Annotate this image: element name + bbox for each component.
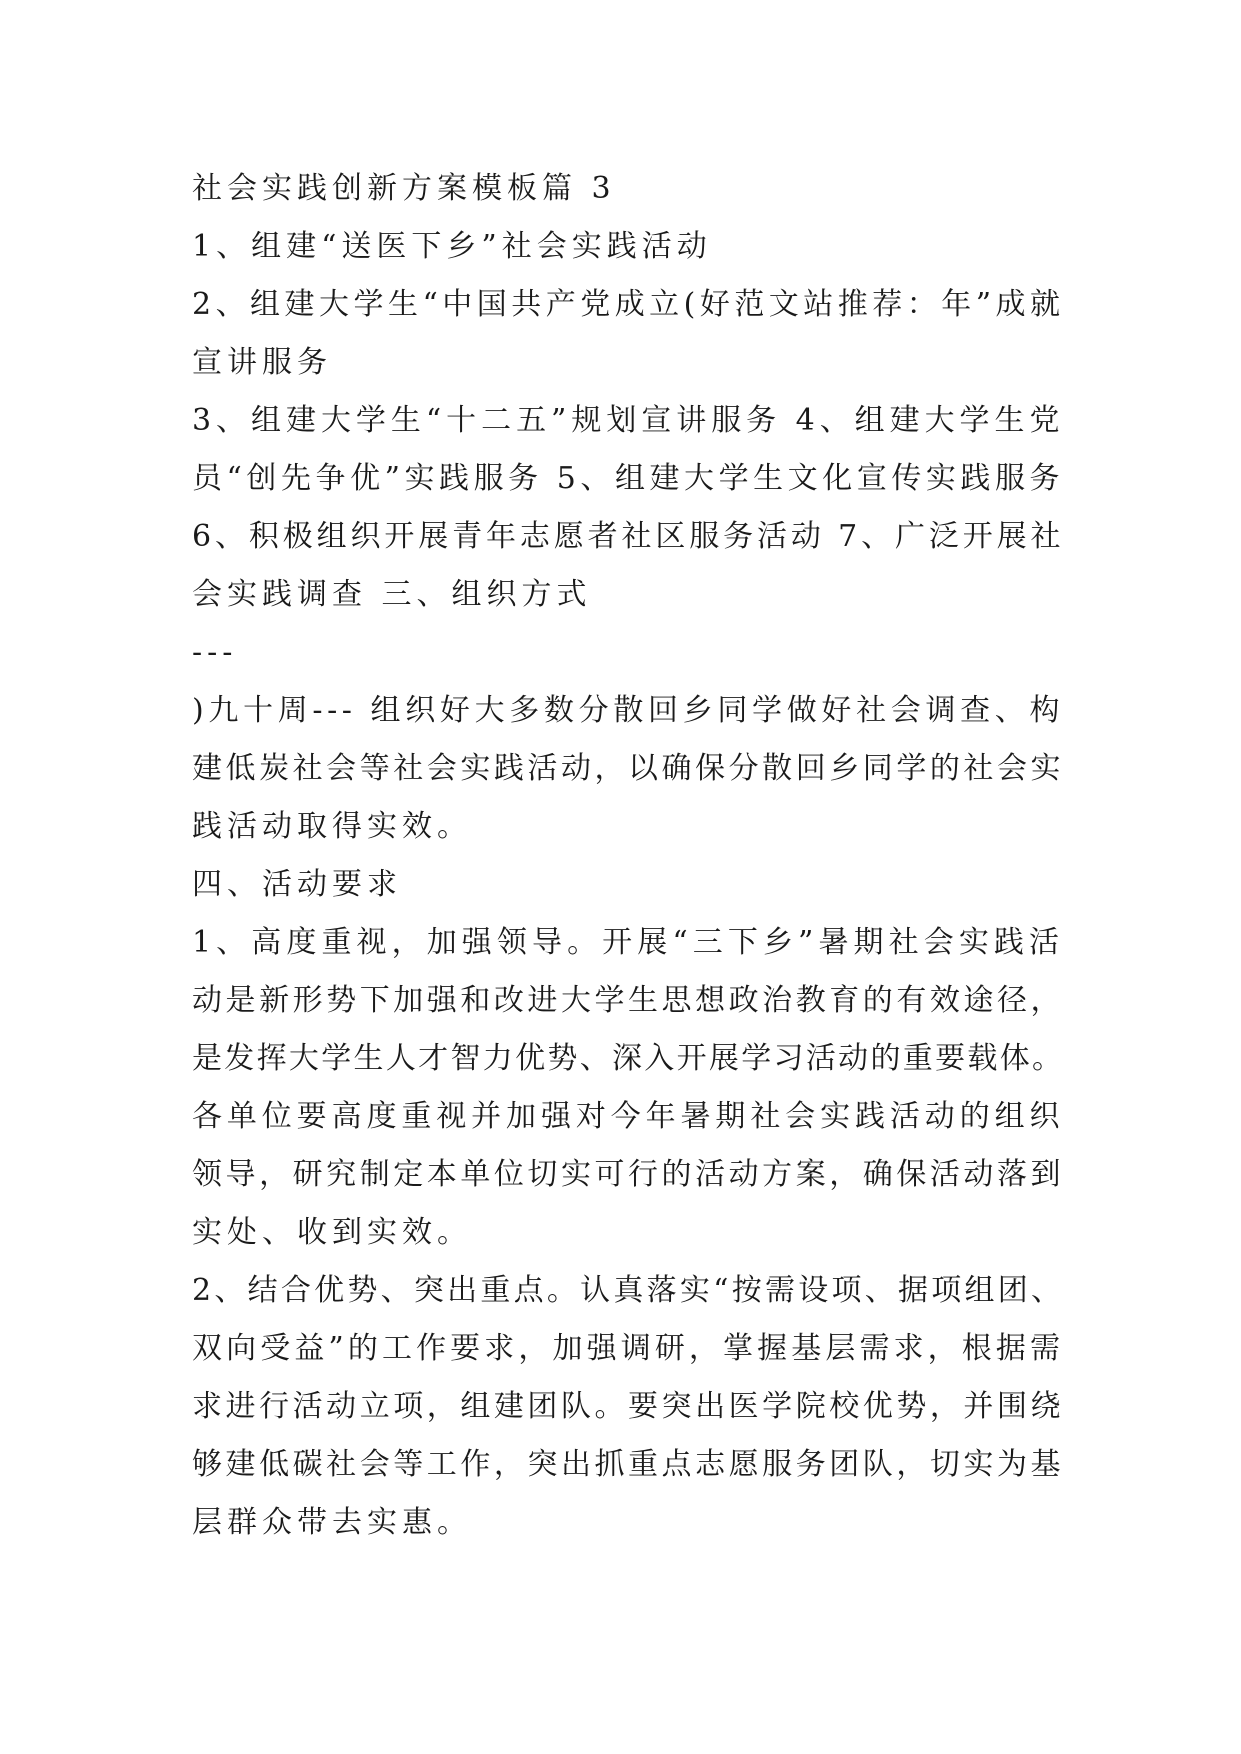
- document-text-line: 员“创先争优”实践服务 5、组建大学生文化宣传实践服务: [192, 461, 1064, 496]
- document-text-line: 会实践调查 三、组织方式: [192, 577, 592, 612]
- document-text-line: 够建低碳社会等工作，突出抓重点志愿服务团队，切实为基: [192, 1447, 1064, 1482]
- document-text-line: 2、组建大学生“中国共产党成立(好范文站推荐：年”成就: [192, 287, 1064, 322]
- document-text-line: 求进行活动立项，组建团队。要突出医学院校优势，并围绕: [192, 1389, 1064, 1424]
- document-text-line: 1、组建“送医下乡”社会实践活动: [192, 229, 712, 264]
- document-text-line: 3、组建大学生“十二五”规划宣讲服务 4、组建大学生党: [192, 403, 1064, 438]
- document-text-line: 领导，研究制定本单位切实可行的活动方案，确保活动落到: [192, 1157, 1064, 1192]
- document-text-line: 动是新形势下加强和改进大学生思想政治教育的有效途径，: [192, 983, 1064, 1018]
- document-text-line: 四、活动要求: [192, 867, 402, 902]
- document-text-line: 是发挥大学生人才智力优势、深入开展学习活动的重要载体。: [192, 1041, 1064, 1076]
- document-text-line: 实处、收到实效。: [192, 1215, 472, 1250]
- document-text-line: 各单位要高度重视并加强对今年暑期社会实践活动的组织: [192, 1099, 1064, 1134]
- document-text-line: 践活动取得实效。: [192, 809, 472, 844]
- document-text-line: ---: [192, 635, 238, 670]
- document-text-line: 1、高度重视，加强领导。开展“三下乡”暑期社会实践活: [192, 925, 1064, 960]
- document-text-line: 建低炭社会等社会实践活动，以确保分散回乡同学的社会实: [192, 751, 1064, 786]
- document-text-line: 6、积极组织开展青年志愿者社区服务活动 7、广泛开展社: [192, 519, 1064, 554]
- document-text-line: )九十周--- 组织好大多数分散回乡同学做好社会调查、构: [192, 693, 1064, 728]
- document-text-line: 2、结合优势、突出重点。认真落实“按需设项、据项组团、: [192, 1273, 1064, 1308]
- document-body: [192, 160, 1064, 1552]
- document-text-line: 双向受益”的工作要求，加强调研，掌握基层需求，根据需: [192, 1331, 1064, 1366]
- document-text-line: 层群众带去实惠。: [192, 1505, 472, 1540]
- document-text-line: 宣讲服务: [192, 345, 332, 380]
- document-text-line: 社会实践创新方案模板篇 3: [192, 171, 616, 206]
